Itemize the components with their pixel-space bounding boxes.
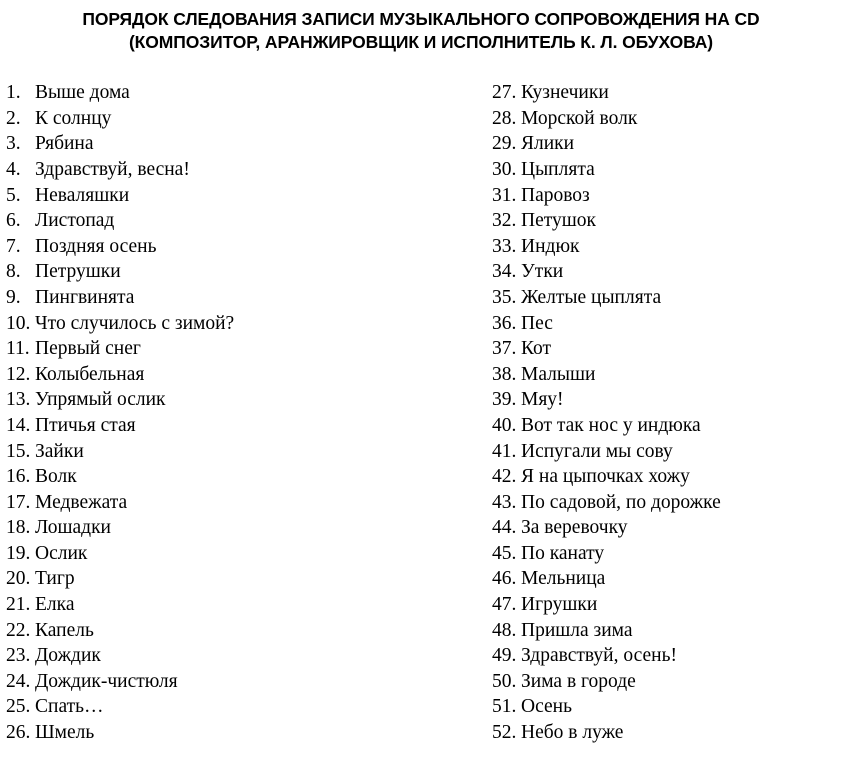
list-item-number: 14. [6, 414, 31, 436]
list-item-title: Цыплята [521, 158, 595, 180]
list-item [492, 106, 836, 132]
list-item-number: 21. [6, 594, 31, 616]
list-item [492, 259, 836, 285]
list-item-title: Я на цыпочках хожу [521, 466, 690, 488]
list-item [492, 285, 836, 311]
list-item-number: 26. [6, 722, 31, 744]
list-item-title: Лошадки [35, 517, 111, 539]
list-item-number: 4. [6, 158, 21, 180]
list-item-number: 9. [6, 286, 21, 308]
list-item [6, 106, 420, 132]
list-item [6, 439, 420, 465]
list-item-title: Ялики [521, 133, 575, 155]
list-item [492, 208, 836, 234]
list-item-title: Тигр [35, 568, 75, 590]
list-item-number: 16. [6, 466, 31, 488]
list-item-number: 6. [6, 210, 21, 232]
list-item-title: К солнцу [35, 107, 112, 129]
tracklist-columns [0, 80, 842, 745]
list-item [6, 387, 420, 413]
list-item-number: 44. [492, 517, 517, 539]
list-item-title: Капель [35, 619, 94, 641]
page-title-line-1: ПОРЯДОК СЛЕДОВАНИЯ ЗАПИСИ МУЗЫКАЛЬНОГО СОПРОВОЖДЕНИЯ НА CD [82, 9, 760, 29]
list-item-number: 39. [492, 389, 517, 411]
list-item-title: Индюк [521, 235, 580, 257]
list-item-number: 24. [6, 670, 31, 692]
list-item-title: Паровоз [521, 184, 590, 206]
list-item [492, 618, 836, 644]
list-item-title: Выше дома [35, 82, 130, 104]
list-item [492, 439, 836, 465]
list-item-number: 43. [492, 491, 517, 513]
list-item-title: Зайки [35, 440, 84, 462]
list-item [6, 490, 420, 516]
list-item-number: 23. [6, 645, 31, 667]
list-item-number: 20. [6, 568, 31, 590]
list-item-number: 11. [6, 338, 30, 360]
list-item [6, 720, 420, 746]
list-item-title: Мяу! [521, 389, 564, 411]
list-item [492, 669, 836, 695]
list-item-title: Колыбельная [35, 363, 145, 385]
list-item [492, 311, 836, 337]
list-item-number: 7. [6, 235, 21, 257]
list-item-title: Петрушки [35, 261, 121, 283]
list-item-number: 40. [492, 414, 517, 436]
list-item [492, 80, 836, 106]
list-item-title: Зима в городе [521, 670, 636, 692]
list-item-number: 31. [492, 184, 517, 206]
list-item-number: 37. [492, 338, 517, 360]
list-item-title: Неваляшки [35, 184, 130, 206]
list-item-number: 41. [492, 440, 517, 462]
list-item [6, 234, 420, 260]
list-item [492, 157, 836, 183]
list-item-title: Пес [521, 312, 553, 334]
list-item-number: 12. [6, 363, 31, 385]
list-item [492, 541, 836, 567]
list-item-title: По канату [521, 542, 605, 564]
list-item-title: Спать… [35, 696, 104, 718]
list-item [6, 183, 420, 209]
list-item [6, 592, 420, 618]
list-item-title: Здравствуй, весна! [35, 158, 190, 180]
list-item [492, 592, 836, 618]
list-item-number: 19. [6, 542, 31, 564]
list-item [6, 643, 420, 669]
list-item-number: 52. [492, 722, 517, 744]
list-item [6, 362, 420, 388]
list-item-number: 1. [6, 82, 21, 104]
list-item-title: Птичья стая [35, 414, 136, 436]
list-item-number: 13. [6, 389, 31, 411]
list-item-title: Упрямый ослик [35, 389, 166, 411]
list-item-title: Елка [35, 594, 75, 616]
list-item-number: 29. [492, 133, 517, 155]
list-item [492, 234, 836, 260]
list-item-number: 8. [6, 261, 21, 283]
list-item [6, 566, 420, 592]
list-item [492, 464, 836, 490]
list-item [492, 566, 836, 592]
list-item [492, 694, 836, 720]
list-item [6, 259, 420, 285]
list-item-number: 32. [492, 210, 517, 232]
list-item-title: Испугали мы сову [521, 440, 673, 462]
list-item [6, 131, 420, 157]
list-item-title: Игрушки [521, 594, 598, 616]
list-item [492, 387, 836, 413]
list-item-title: Ослик [35, 542, 88, 564]
list-item-number: 45. [492, 542, 517, 564]
list-item [6, 694, 420, 720]
list-item [492, 131, 836, 157]
list-item-title: Рябина [35, 133, 94, 155]
list-item [6, 541, 420, 567]
list-item [492, 720, 836, 746]
list-item-title: Мельница [521, 568, 606, 590]
list-item-number: 33. [492, 235, 517, 257]
list-item [492, 183, 836, 209]
list-item-number: 51. [492, 696, 517, 718]
list-item-title: Первый снег [35, 338, 141, 360]
list-item-title: Вот так нос у индюка [521, 414, 701, 436]
list-item [492, 643, 836, 669]
list-item [6, 285, 420, 311]
tracklist-right [492, 80, 836, 745]
list-item-number: 15. [6, 440, 31, 462]
tracklist-column-right [420, 80, 836, 745]
list-item-title: Пингвинята [35, 286, 135, 308]
list-item-title: Что случилось с зимой? [35, 312, 235, 334]
page-title [4, 6, 838, 54]
list-item-number: 46. [492, 568, 517, 590]
list-item-title: По садовой, по дорожке [521, 491, 721, 513]
list-item-number: 28. [492, 107, 517, 129]
list-item [6, 464, 420, 490]
tracklist-left [6, 80, 420, 745]
list-item [492, 362, 836, 388]
list-item-title: Здравствуй, осень! [521, 645, 677, 667]
list-item-title: Небо в луже [521, 722, 624, 744]
list-item-title: Петушок [521, 210, 596, 232]
list-item-title: Поздняя осень [35, 235, 157, 257]
list-item-number: 48. [492, 619, 517, 641]
list-item-number: 49. [492, 645, 517, 667]
list-item [6, 618, 420, 644]
list-item [6, 311, 420, 337]
list-item-number: 10. [6, 312, 31, 334]
list-item-title: Дождик [35, 645, 101, 667]
list-item-number: 18. [6, 517, 31, 539]
list-item-title: Медвежата [35, 491, 128, 513]
list-item [6, 669, 420, 695]
list-item-title: Волк [35, 466, 77, 488]
list-item [492, 490, 836, 516]
list-item-title: За веревочку [521, 517, 628, 539]
list-item [6, 413, 420, 439]
list-item-number: 38. [492, 363, 517, 385]
page-title-line-2: (КОМПОЗИТОР, АРАНЖИРОВЩИК И ИСПОЛНИТЕЛЬ К. Л. ОБУХОВА) [128, 32, 714, 53]
list-item [492, 413, 836, 439]
list-item [6, 336, 420, 362]
list-item-number: 22. [6, 619, 31, 641]
list-item-number: 47. [492, 594, 517, 616]
list-item [6, 80, 420, 106]
list-item-number: 50. [492, 670, 517, 692]
list-item-title: Желтые цыплята [521, 286, 662, 308]
list-item-title: Утки [521, 261, 564, 283]
list-item-title: Кот [521, 338, 552, 360]
list-item-number: 35. [492, 286, 517, 308]
list-item-title: Пришла зима [521, 619, 633, 641]
list-item-number: 27. [492, 82, 517, 104]
list-item [492, 336, 836, 362]
list-item [6, 208, 420, 234]
list-item [492, 515, 836, 541]
list-item-number: 2. [6, 107, 21, 129]
list-item-number: 36. [492, 312, 517, 334]
list-item-number: 17. [6, 491, 31, 513]
list-item-title: Кузнечики [521, 82, 609, 104]
list-item-title: Осень [521, 696, 572, 718]
list-item-number: 34. [492, 261, 517, 283]
list-item-number: 3. [6, 133, 21, 155]
list-item-number: 42. [492, 466, 517, 488]
list-item-number: 30. [492, 158, 517, 180]
list-item-title: Шмель [35, 722, 95, 744]
list-item [6, 515, 420, 541]
list-item-number: 5. [6, 184, 21, 206]
list-item-title: Морской волк [521, 107, 638, 129]
list-item-number: 25. [6, 696, 31, 718]
list-item-title: Дождик-чистюля [35, 670, 178, 692]
list-item [6, 157, 420, 183]
tracklist-column-left [4, 80, 420, 745]
list-item-title: Малыши [521, 363, 596, 385]
list-item-title: Листопад [35, 210, 115, 232]
